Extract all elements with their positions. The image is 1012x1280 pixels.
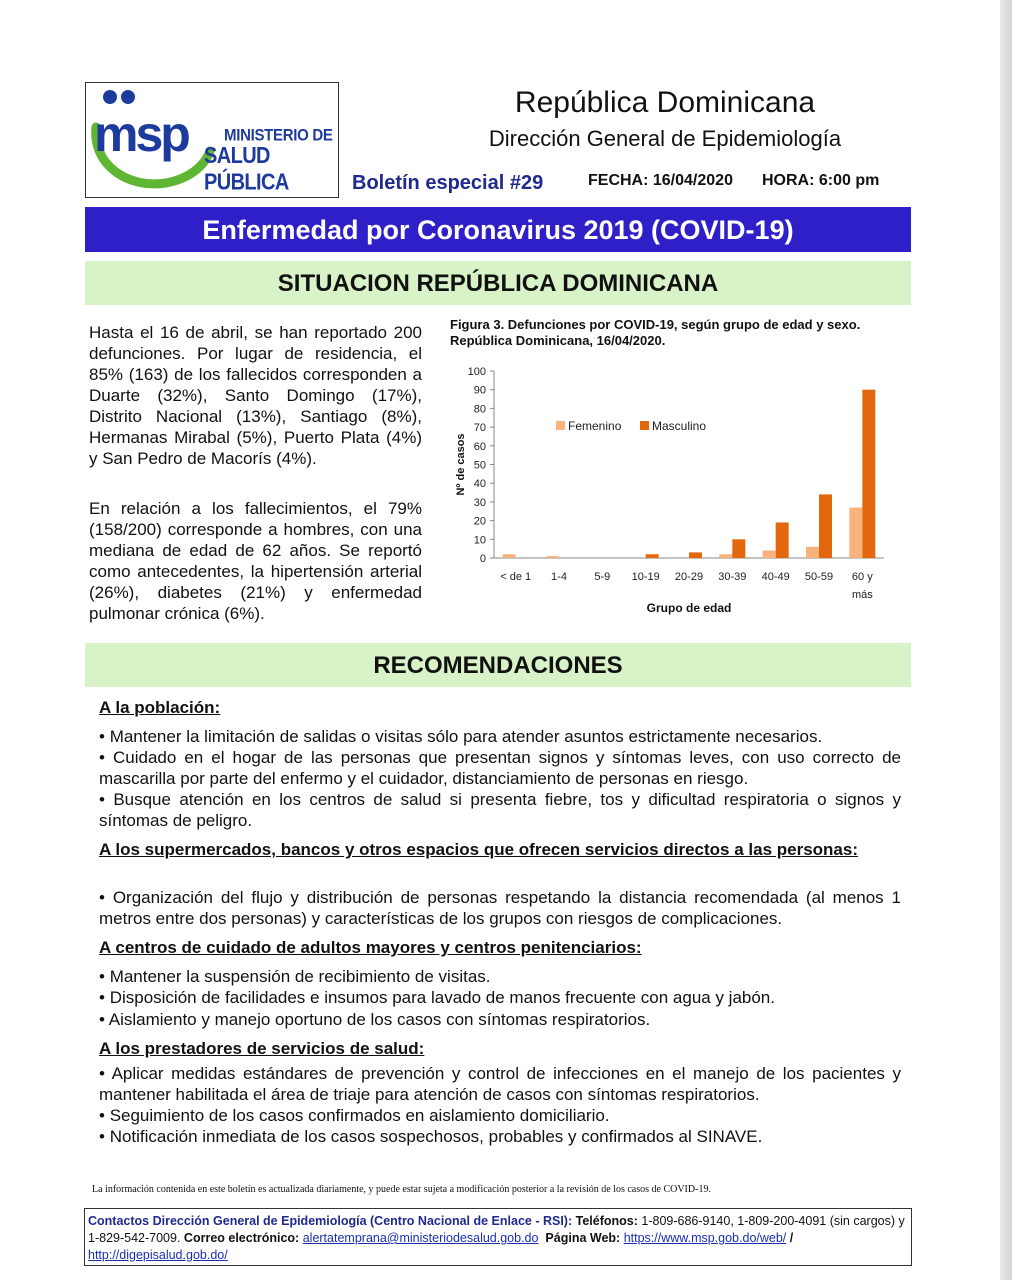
bulletin-date: FECHA: 16/04/2020 bbox=[588, 172, 733, 189]
page-edge-shadow bbox=[1000, 0, 1012, 1280]
y-axis-title: Nº de casos bbox=[455, 433, 467, 496]
x-tick-label: 60 y bbox=[851, 571, 873, 583]
bar-femenino bbox=[503, 554, 516, 558]
situacion-paragraph-1: Hasta el 16 de abril, se han reportado 200 defunciones. Por lugar de residencia, el 85% (163) de los fallecidos corresponden a Duarte (32%), Santo Domingo (17%), Distrito Nacional (13%), Santiago (8%), Hermanas Mirabal (5%), Puerto Plata (4%) y San Pedro de Macorís (4%). bbox=[89, 323, 422, 468]
situacion-paragraph-2: En relación a los fallecimientos, el 79% (158/200) corresponde a hombres, con una mediana de edad de 62 años. Se reportó como antecedentes, la hipertensión arterial (26%), diabetes (21%) y enfermedad pulmonar crónica (6%). bbox=[89, 499, 422, 623]
y-tick-label: 50 bbox=[473, 459, 486, 472]
x-tick-label: 10-19 bbox=[631, 571, 660, 583]
footer-contact-title: Contactos Dirección General de Epidemiología (Centro Nacional de Enlace - RSI): bbox=[88, 1214, 573, 1228]
footer-web-label: Página Web: bbox=[545, 1231, 621, 1245]
rec-item: • Busque atención en los centros de salud si presenta fiebre, tos y dificultad respiratoria o signos y síntomas de peligro. bbox=[99, 790, 901, 830]
y-tick-label: 90 bbox=[473, 384, 486, 397]
bar-masculino bbox=[689, 552, 702, 558]
rec-section-title-prestadores: A los prestadores de servicios de salud: bbox=[99, 1039, 425, 1058]
recomendaciones-heading: RECOMENDACIONES bbox=[85, 643, 911, 687]
bulletin-time: HORA: 6:00 pm bbox=[762, 172, 880, 189]
bar-femenino bbox=[719, 554, 732, 558]
rec-item: • Seguimiento de los casos confirmados en aislamiento domiciliario. bbox=[99, 1106, 610, 1125]
msp-logo-mark bbox=[90, 87, 216, 193]
rec-item: • Disposición de facilidades e insumos para lavado de manos frecuente con agua y jabón. bbox=[99, 988, 775, 1007]
bar-masculino bbox=[819, 494, 832, 558]
rec-section-title-poblacion: A la población: bbox=[99, 698, 221, 717]
legend-swatch-femenino bbox=[556, 421, 565, 430]
header-title: República Dominicana bbox=[514, 86, 816, 119]
bar-masculino bbox=[646, 554, 659, 558]
rec-item: • Organización del flujo y distribución de personas respetando la distancia recomendada (al menos 1 metros entre dos personas) y características de los grupos con riesgos de complicaciones. bbox=[99, 888, 901, 928]
bar-femenino bbox=[806, 547, 819, 558]
footer-web-link-digepi[interactable]: http://digepisalud.gob.do/ bbox=[88, 1248, 228, 1262]
rec-item: • Mantener la limitación de salidas o visitas sólo para atender asuntos estrictamente necesarios. bbox=[99, 727, 823, 746]
bar-femenino bbox=[763, 551, 776, 558]
disclaimer: La información contenida en este boletín es actualizada diariamente, y puede estar sujeta a modificación posterior a la revisión de los casos de COVID-19. bbox=[92, 1184, 711, 1195]
y-tick-label: 30 bbox=[473, 496, 486, 509]
rec-section-title-adultos-mayores: A centros de cuidado de adultos mayores y centros penitenciarios: bbox=[99, 938, 642, 957]
x-tick-label-line2: más bbox=[851, 589, 873, 601]
disease-banner: Enfermedad por Coronavirus 2019 (COVID-19) bbox=[85, 207, 911, 252]
bar-masculino bbox=[732, 539, 745, 558]
y-tick-label: 20 bbox=[473, 515, 486, 528]
footer-email-link[interactable]: alertatemprana@ministeriodesalud.gob.do bbox=[302, 1231, 539, 1245]
rec-item: • Cuidado en el hogar de las personas que presentan signos y síntomas leves, con uso correcto de mascarilla por parte del enfermo y el cuidador, distanciamiento de personas en riesgo. bbox=[99, 748, 901, 788]
footer-web-link-msp[interactable]: https://www.msp.gob.do/web/ bbox=[623, 1231, 787, 1245]
y-tick-label: 60 bbox=[473, 440, 486, 453]
x-tick-label: < de 1 bbox=[500, 571, 532, 583]
x-tick-label: 5-9 bbox=[594, 571, 611, 583]
logo-text-salud-publica: SALUD PÚBLICA bbox=[204, 143, 289, 196]
footer-phones-label: Teléfonos: bbox=[575, 1214, 638, 1228]
bar-masculino bbox=[862, 390, 875, 558]
x-tick-label: 20-29 bbox=[674, 571, 704, 583]
bar-femenino bbox=[849, 508, 862, 558]
header-subtitle: Dirección General de Epidemiología bbox=[488, 126, 842, 151]
x-tick-label: 50-59 bbox=[804, 571, 834, 583]
y-tick-label: 40 bbox=[473, 478, 486, 491]
figure-caption: Figura 3. Defunciones por COVID-19, según grupo de edad y sexo. República Dominicana, 16/04/2020. bbox=[450, 317, 861, 348]
bulletin-number: Boletín especial #29 bbox=[352, 172, 544, 194]
footer-link-separator: / bbox=[789, 1231, 794, 1245]
y-tick-label: 70 bbox=[473, 422, 486, 435]
bar-masculino bbox=[776, 522, 789, 558]
rec-item: • Notificación inmediata de los casos sospechosos, probables y confirmados al SINAVE. bbox=[99, 1127, 763, 1146]
deaths-by-age-sex-chart bbox=[448, 358, 898, 623]
x-axis-title: Grupo de edad bbox=[646, 601, 732, 615]
rec-section-title-supermercados: A los supermercados, bancos y otros espacios que ofrecen servicios directos a las personas: bbox=[99, 840, 858, 859]
rec-item: • Mantener la suspensión de recibimiento de visitas. bbox=[99, 967, 491, 986]
svg-text:msp: msp bbox=[94, 106, 188, 162]
msp-logo bbox=[85, 82, 339, 198]
x-tick-label: 1-4 bbox=[551, 571, 567, 583]
footer-email-label: Correo electrónico: bbox=[183, 1231, 300, 1245]
legend-swatch-masculino bbox=[640, 421, 649, 430]
y-tick-label: 80 bbox=[473, 403, 486, 416]
bar-femenino bbox=[546, 556, 559, 558]
legend-label-femenino: Femenino bbox=[568, 419, 622, 433]
rec-item: • Aplicar medidas estándares de prevención y control de infecciones en el manejo de los pacientes y mantener habilitada el área de triaje para atención de casos con síntomas respiratorios. bbox=[99, 1064, 901, 1104]
x-tick-label: 40-49 bbox=[761, 571, 790, 583]
y-tick-label: 10 bbox=[473, 534, 486, 547]
situacion-heading: SITUACION REPÚBLICA DOMINICANA bbox=[85, 261, 911, 305]
y-tick-label: 100 bbox=[467, 366, 486, 378]
y-tick-label: 0 bbox=[479, 553, 486, 565]
rec-item: • Aislamiento y manejo oportuno de los casos con síntomas respiratorios. bbox=[99, 1010, 651, 1029]
logo-text-ministerio: MINISTERIO DE bbox=[224, 126, 333, 145]
legend-label-masculino: Masculino bbox=[652, 419, 707, 433]
footer-phones: 1-809-686-9140, 1-809-200-4091 (sin cargos) y 1-829-542-7009. bbox=[88, 1214, 905, 1245]
x-tick-label: 30-39 bbox=[718, 571, 747, 583]
footer-contacts bbox=[84, 1208, 912, 1266]
